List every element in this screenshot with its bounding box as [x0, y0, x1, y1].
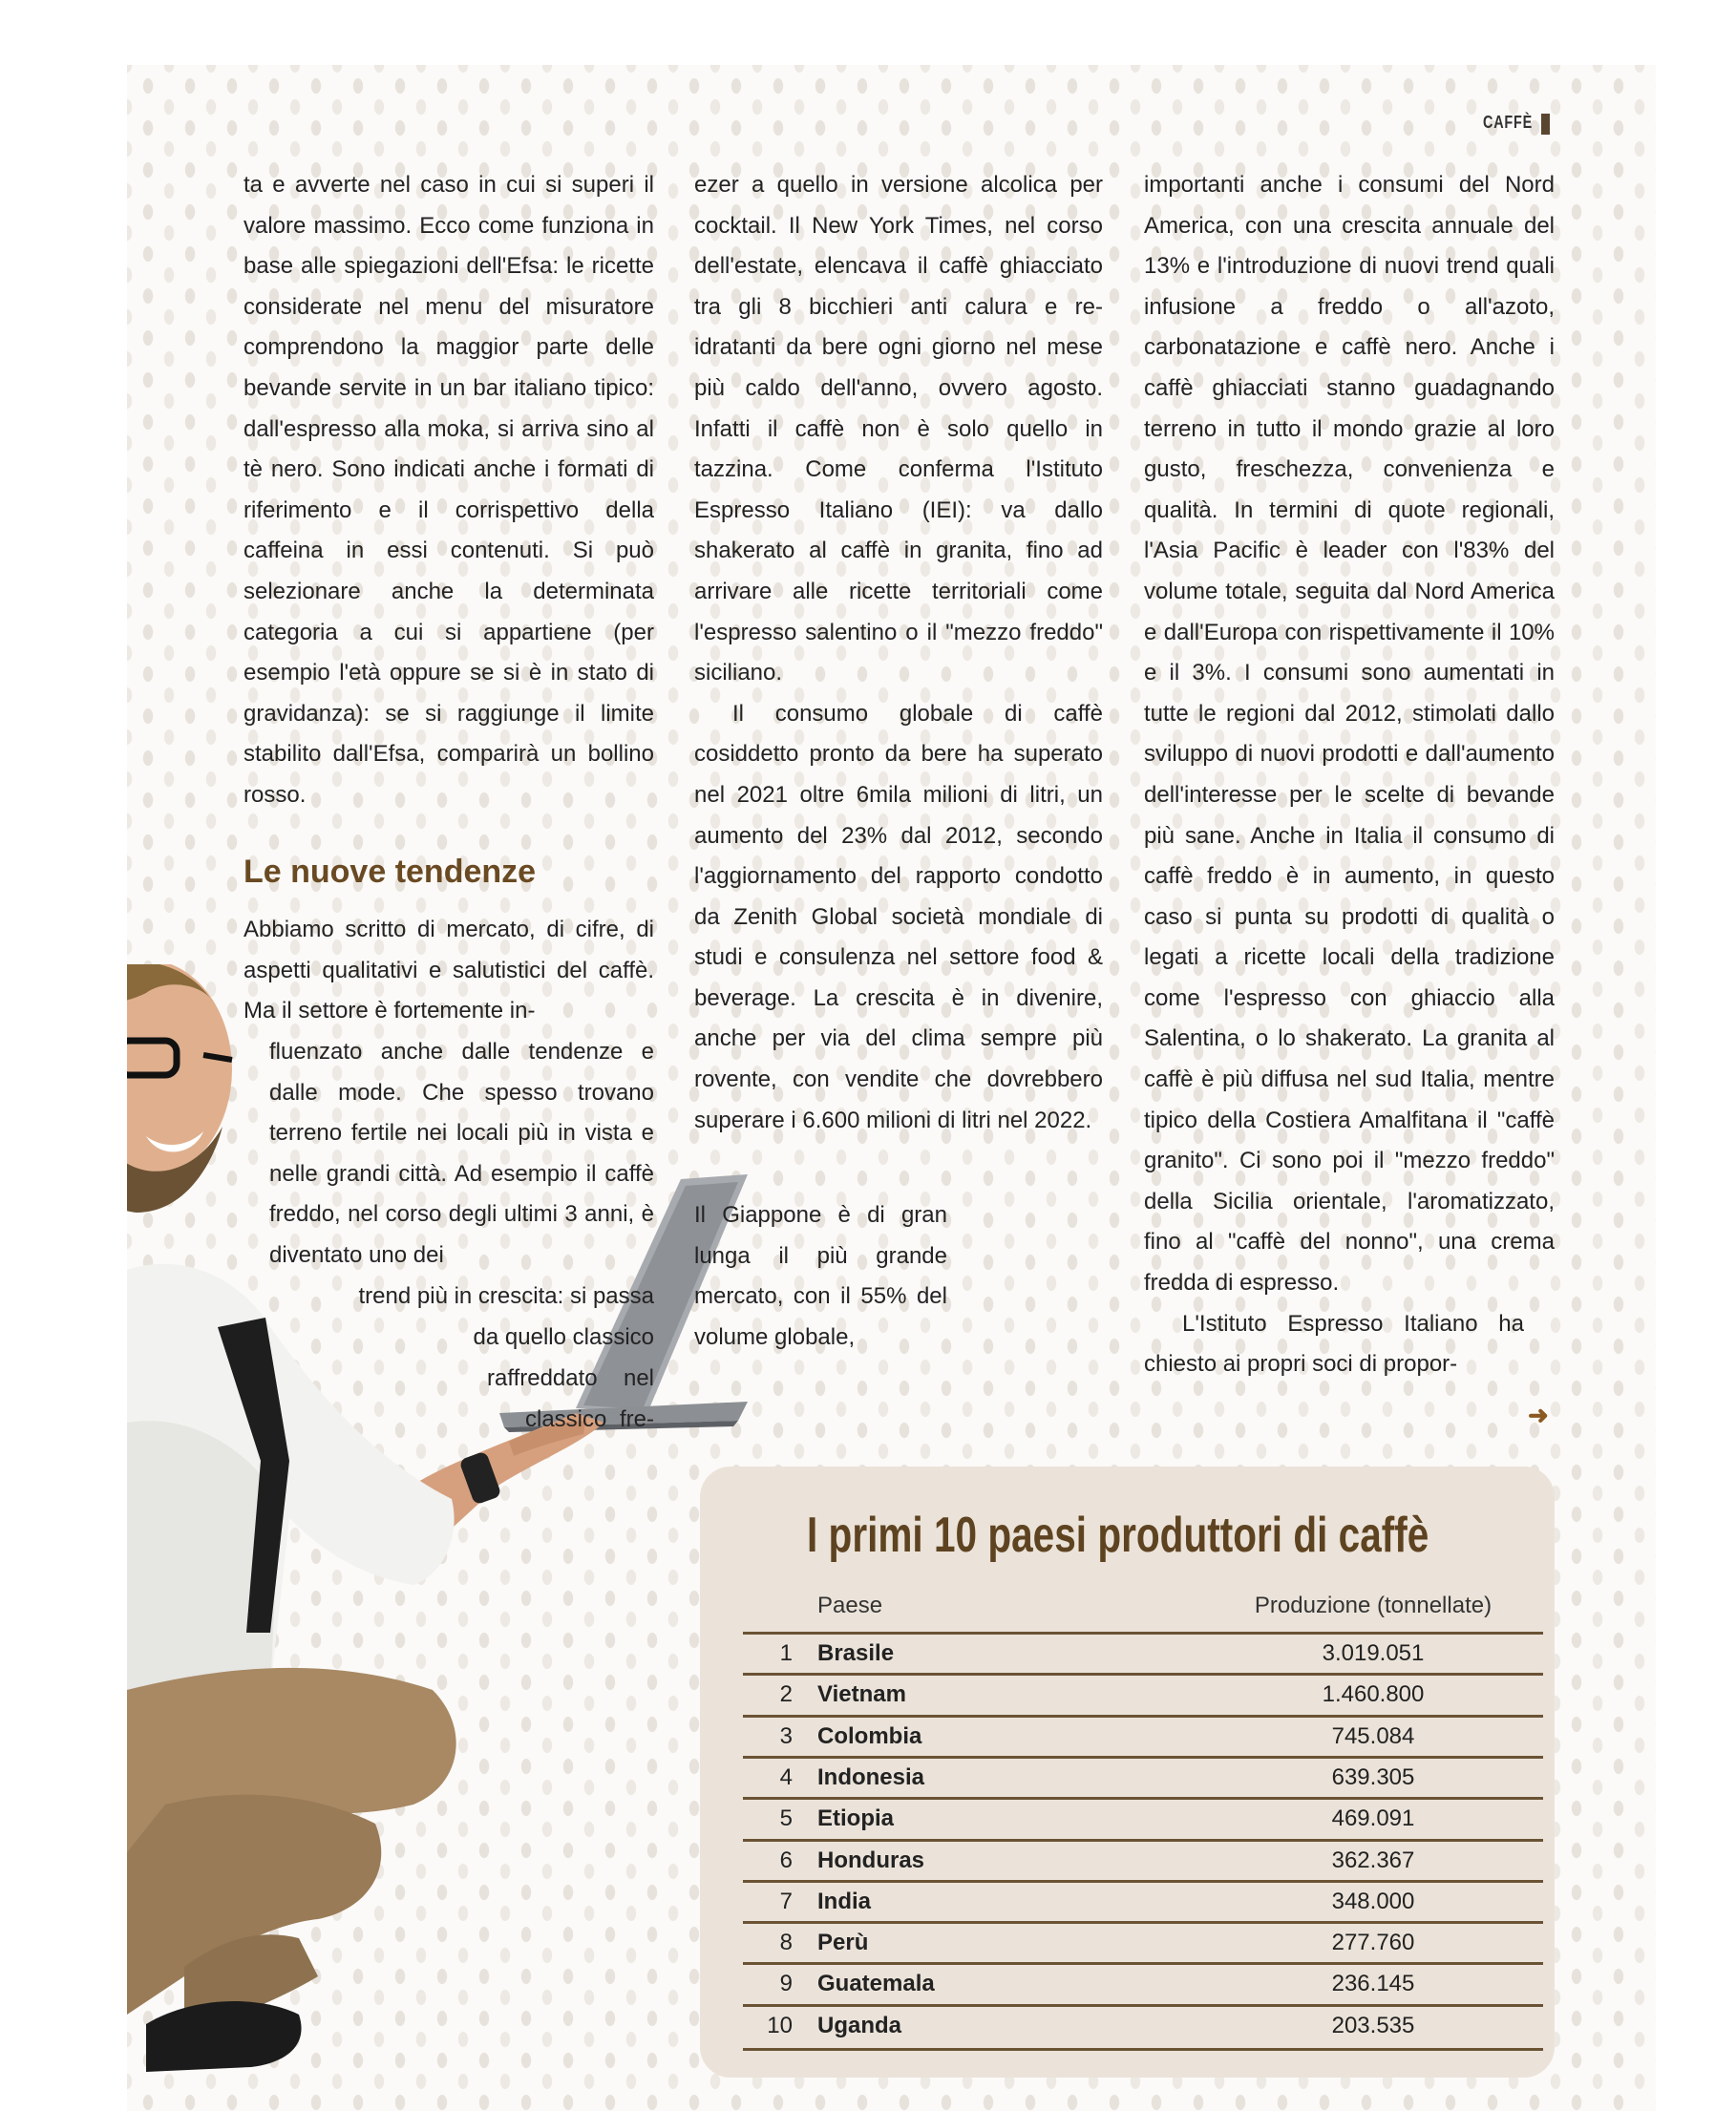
col3-paragraph-2	[1144, 1304, 1555, 1385]
table-cell-rank: 4	[779, 1763, 793, 1790]
table-cell-production: 362.367	[1331, 1847, 1415, 1873]
table-cell-production: 236.145	[1331, 1971, 1415, 1997]
col1-paragraph-2c: trend più in crescita: si passa	[358, 1283, 654, 1309]
table-row	[743, 1632, 1543, 1676]
table-cell-production: 348.000	[1331, 1888, 1415, 1914]
table-cell-rank: 10	[767, 2012, 793, 2038]
section-marker	[1541, 114, 1550, 135]
table-cell-production: 745.084	[1331, 1722, 1415, 1749]
table-cell-country: Brasile	[817, 1640, 895, 1666]
table-cell-rank: 9	[779, 1971, 793, 1997]
section-heading: Le nuove tendenze	[243, 854, 537, 890]
col3-paragraph-2-text: L'Istituto Espresso Italiano ha chiesto ai propri soci di propor-	[1144, 1310, 1524, 1378]
text-column-2	[694, 165, 1103, 1141]
table-row	[743, 1839, 1543, 1883]
table-row	[743, 1921, 1543, 1965]
table-cell-rank: 3	[779, 1722, 793, 1749]
col3-paragraph-1: importanti anche i consumi del Nord America, con una crescita annuale del 13% e l'introduzione di nuovi trend quali infusione a freddo o all'azoto, carbonatazione e caffè nero. Anche i caffè ghiacciati stanno guadagnando terreno in tutto il mondo grazie al loro gusto, freschezza, convenienza e qualità. In termini di quote regionali, l'Asia Pacific è leader con l'83% del volume totale, seguita dal Nord America e dall'Europa con rispettivamente il 10% e il 3%. I consumi sono aumentati in tutte le regioni dal 2012, stimolati dallo sviluppo di nuovi prodotti e dall'aumento dell'interesse per le scelte di bevande più sane. Anche in Italia il consumo di caffè freddo è in aumento, in questo caso si punta su prodotti di qualità o legati a ricette locali della tradizione come l'espresso con ghiaccio alla Salentina, o lo shakerato. La granita al caffè è più diffusa nel sud Italia, mentre tipico della Costiera Amalfitana il "caffè granito". Ci sono poi il "mezzo freddo" della Sicilia orientale, l'aromatizzato, fino al "caffè del nonno", una crema fredda di espresso.	[1144, 172, 1555, 1297]
table-title: I primi 10 paesi produttori di caffè	[807, 1508, 1429, 1563]
continue-arrow-icon: ➜	[1528, 1401, 1549, 1429]
table-cell-rank: 1	[779, 1640, 793, 1666]
text-column-1-wrap-a	[269, 1032, 654, 1277]
table-cell-country: Colombia	[817, 1722, 922, 1749]
table-cell-production: 203.535	[1331, 2012, 1415, 2038]
text-column-1	[243, 165, 654, 816]
table-cell-production: 469.091	[1331, 1805, 1415, 1832]
table-cell-production: 277.760	[1331, 1930, 1415, 1956]
text-column-1-wrap-b	[315, 1277, 654, 1318]
table-cell-rank: 8	[779, 1930, 793, 1956]
col1-paragraph-2a: Abbiamo scritto di mercato, di cifre, di aspetti qualitativi e salutistici del caffè. Ma il settore è fortemente in-	[243, 917, 654, 1024]
text-column-1-continued	[243, 910, 654, 1032]
table-cell-production: 3.019.051	[1322, 1640, 1425, 1666]
table-row	[743, 1715, 1543, 1759]
col1-paragraph-2d: da quello classico	[473, 1324, 654, 1350]
table-cell-country: Honduras	[817, 1847, 925, 1873]
table-cell-rank: 5	[779, 1805, 793, 1832]
col1-paragraph-1: ta e avverte nel caso in cui si superi il valore massimo. Ecco come funziona in base alle spiegazioni dell'Efsa: le ricette considerate nel menu del misuratore comprendono la maggior parte delle bevande servite in un bar italiano tipico: dall'espresso alla moka, si arriva sino al tè nero. Sono indicati anche i formati di riferimento e il corrispettivo della caffeina in essi contenuti. Si può selezionare anche la determinata categoria a cui si appartiene (per esempio l'età oppure se si è in stato di gravidanza): se si raggiunge il limite stabilito dall'Efsa, comparirà un bollino rosso.	[243, 172, 654, 808]
col1-paragraph-2b: fluenzato anche dalle tendenze e dalle mode. Che spesso trovano terreno fertile nei locali più in vista e nelle grandi città. Ad esempio il caffè freddo, nel corso degli ultimi 3 anni, è diventato uno dei	[269, 1039, 654, 1268]
table-cell-country: India	[817, 1888, 872, 1914]
table-header-production: Produzione (tonnellate)	[1254, 1593, 1493, 1618]
table-row	[743, 2004, 1543, 2051]
table-cell-rank: 2	[779, 1681, 793, 1708]
table-cell-country: Indonesia	[817, 1763, 925, 1790]
section-label: CAFFÈ	[1483, 113, 1533, 132]
text-column-1-wrap-d	[487, 1359, 654, 1400]
col1-paragraph-2f: classico fre-	[525, 1406, 654, 1432]
table-cell-country: Perù	[817, 1930, 869, 1956]
table-header-country: Paese	[817, 1593, 883, 1618]
table-row	[743, 1880, 1543, 1924]
col2-paragraph-1: ezer a quello in versione alcolica per cocktail. Il New York Times, nel corso dell'estate, elencava il caffè ghiacciato tra gli 8 bicchieri anti calura e re-idratanti da bere ogni giorno nel mese più caldo dell'anno, ovvero agosto. Infatti il caffè non è solo quello in tazzina. Come conferma l'Istituto Espresso Italiano (IEI): va dallo shakerato al caffè in granita, fino ad arrivare alle ricette territoriali come l'espresso salentino o il "mezzo freddo" siciliano.	[694, 172, 1103, 686]
col2-paragraph-3: Il Giappone è di gran lunga il più grande mercato, con il 55% del volume globale,	[694, 1202, 947, 1350]
text-column-3	[1144, 165, 1555, 1385]
table-cell-country: Uganda	[817, 2012, 902, 2038]
text-column-1-wrap-c	[411, 1318, 654, 1359]
text-column-2-wrap	[694, 1195, 947, 1358]
table-cell-production: 1.460.800	[1322, 1681, 1425, 1708]
table-row	[743, 1962, 1543, 2006]
table-cell-production: 639.305	[1331, 1763, 1415, 1790]
col1-paragraph-2e: raffreddato nel	[487, 1365, 654, 1391]
table-cell-country: Vietnam	[817, 1681, 906, 1708]
table-row	[743, 1673, 1543, 1717]
col2-paragraph-2: Il consumo globale di caffè cosiddetto pronto da bere ha superato nel 2021 oltre 6mila milioni di litri, un aumento del 23% dal 2012, secondo l'aggiornamento del rapporto condotto da Zenith Global società mondiale di studi e consulenza nel settore food & beverage. La crescita è in divenire, anche per via del clima sempre più rovente, con vendite che dovrebbero superare i 6.600 milioni di litri nel 2022.	[694, 700, 1103, 1133]
text-column-1-wrap-e	[525, 1400, 654, 1441]
table-row	[743, 1797, 1543, 1841]
table-row	[743, 1756, 1543, 1800]
table-cell-rank: 6	[779, 1847, 793, 1873]
table-cell-country: Guatemala	[817, 1971, 935, 1997]
table-cell-rank: 7	[779, 1888, 793, 1914]
table-cell-country: Etiopia	[817, 1805, 895, 1832]
